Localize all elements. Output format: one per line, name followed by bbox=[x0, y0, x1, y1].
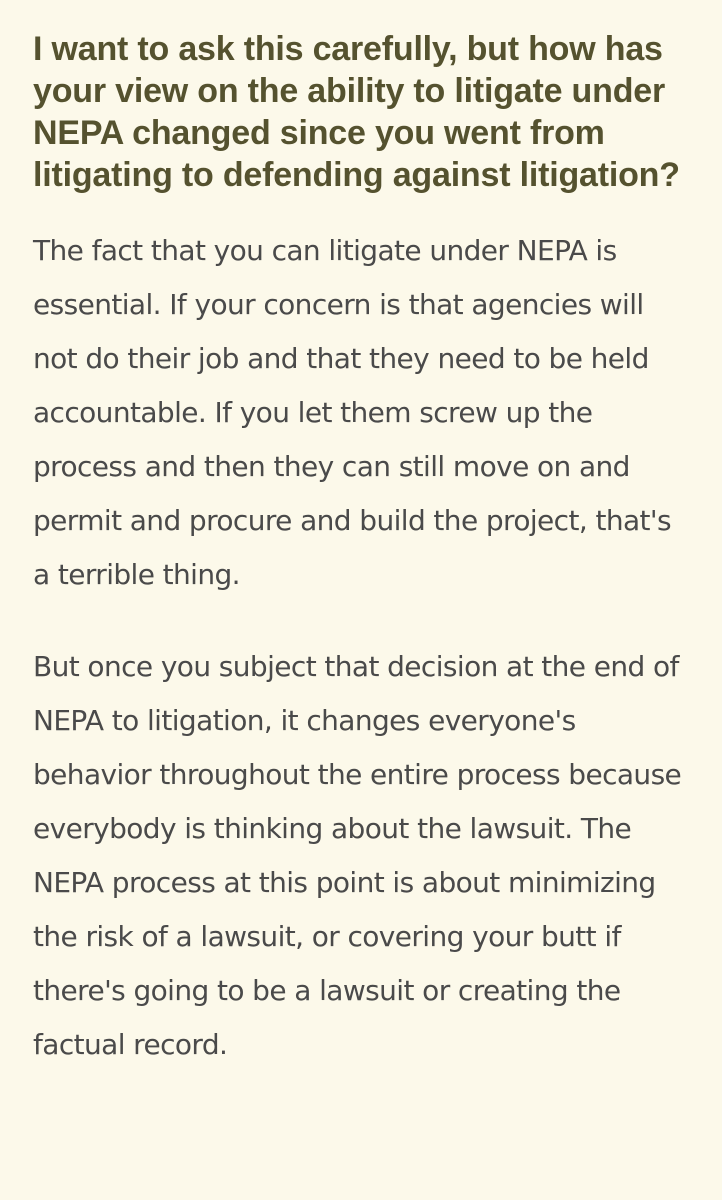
interview-question: I want to ask this carefully, but how has your view on the ability to litigate under NEPA changed since you went from litigating to defending against litigation? bbox=[33, 30, 680, 194]
answer-paragraph: But once you subject that decision at the end of NEPA to litigation, it changes everyone's behavior throughout the entire process because everybody is thinking about the lawsuit. The NEPA process at this point is about minimizing the risk of a lawsuit, or covering your butt if there's going to be a lawsuit or creating the factual record. bbox=[33, 650, 682, 1061]
answer-paragraph: The fact that you can litigate under NEPA is essential. If your concern is that agencies will not do their job and that they need to be held accountable. If you let them screw up the process and then they can still move on and permit and procure and build the project, that's a terrible thing. bbox=[33, 234, 672, 591]
